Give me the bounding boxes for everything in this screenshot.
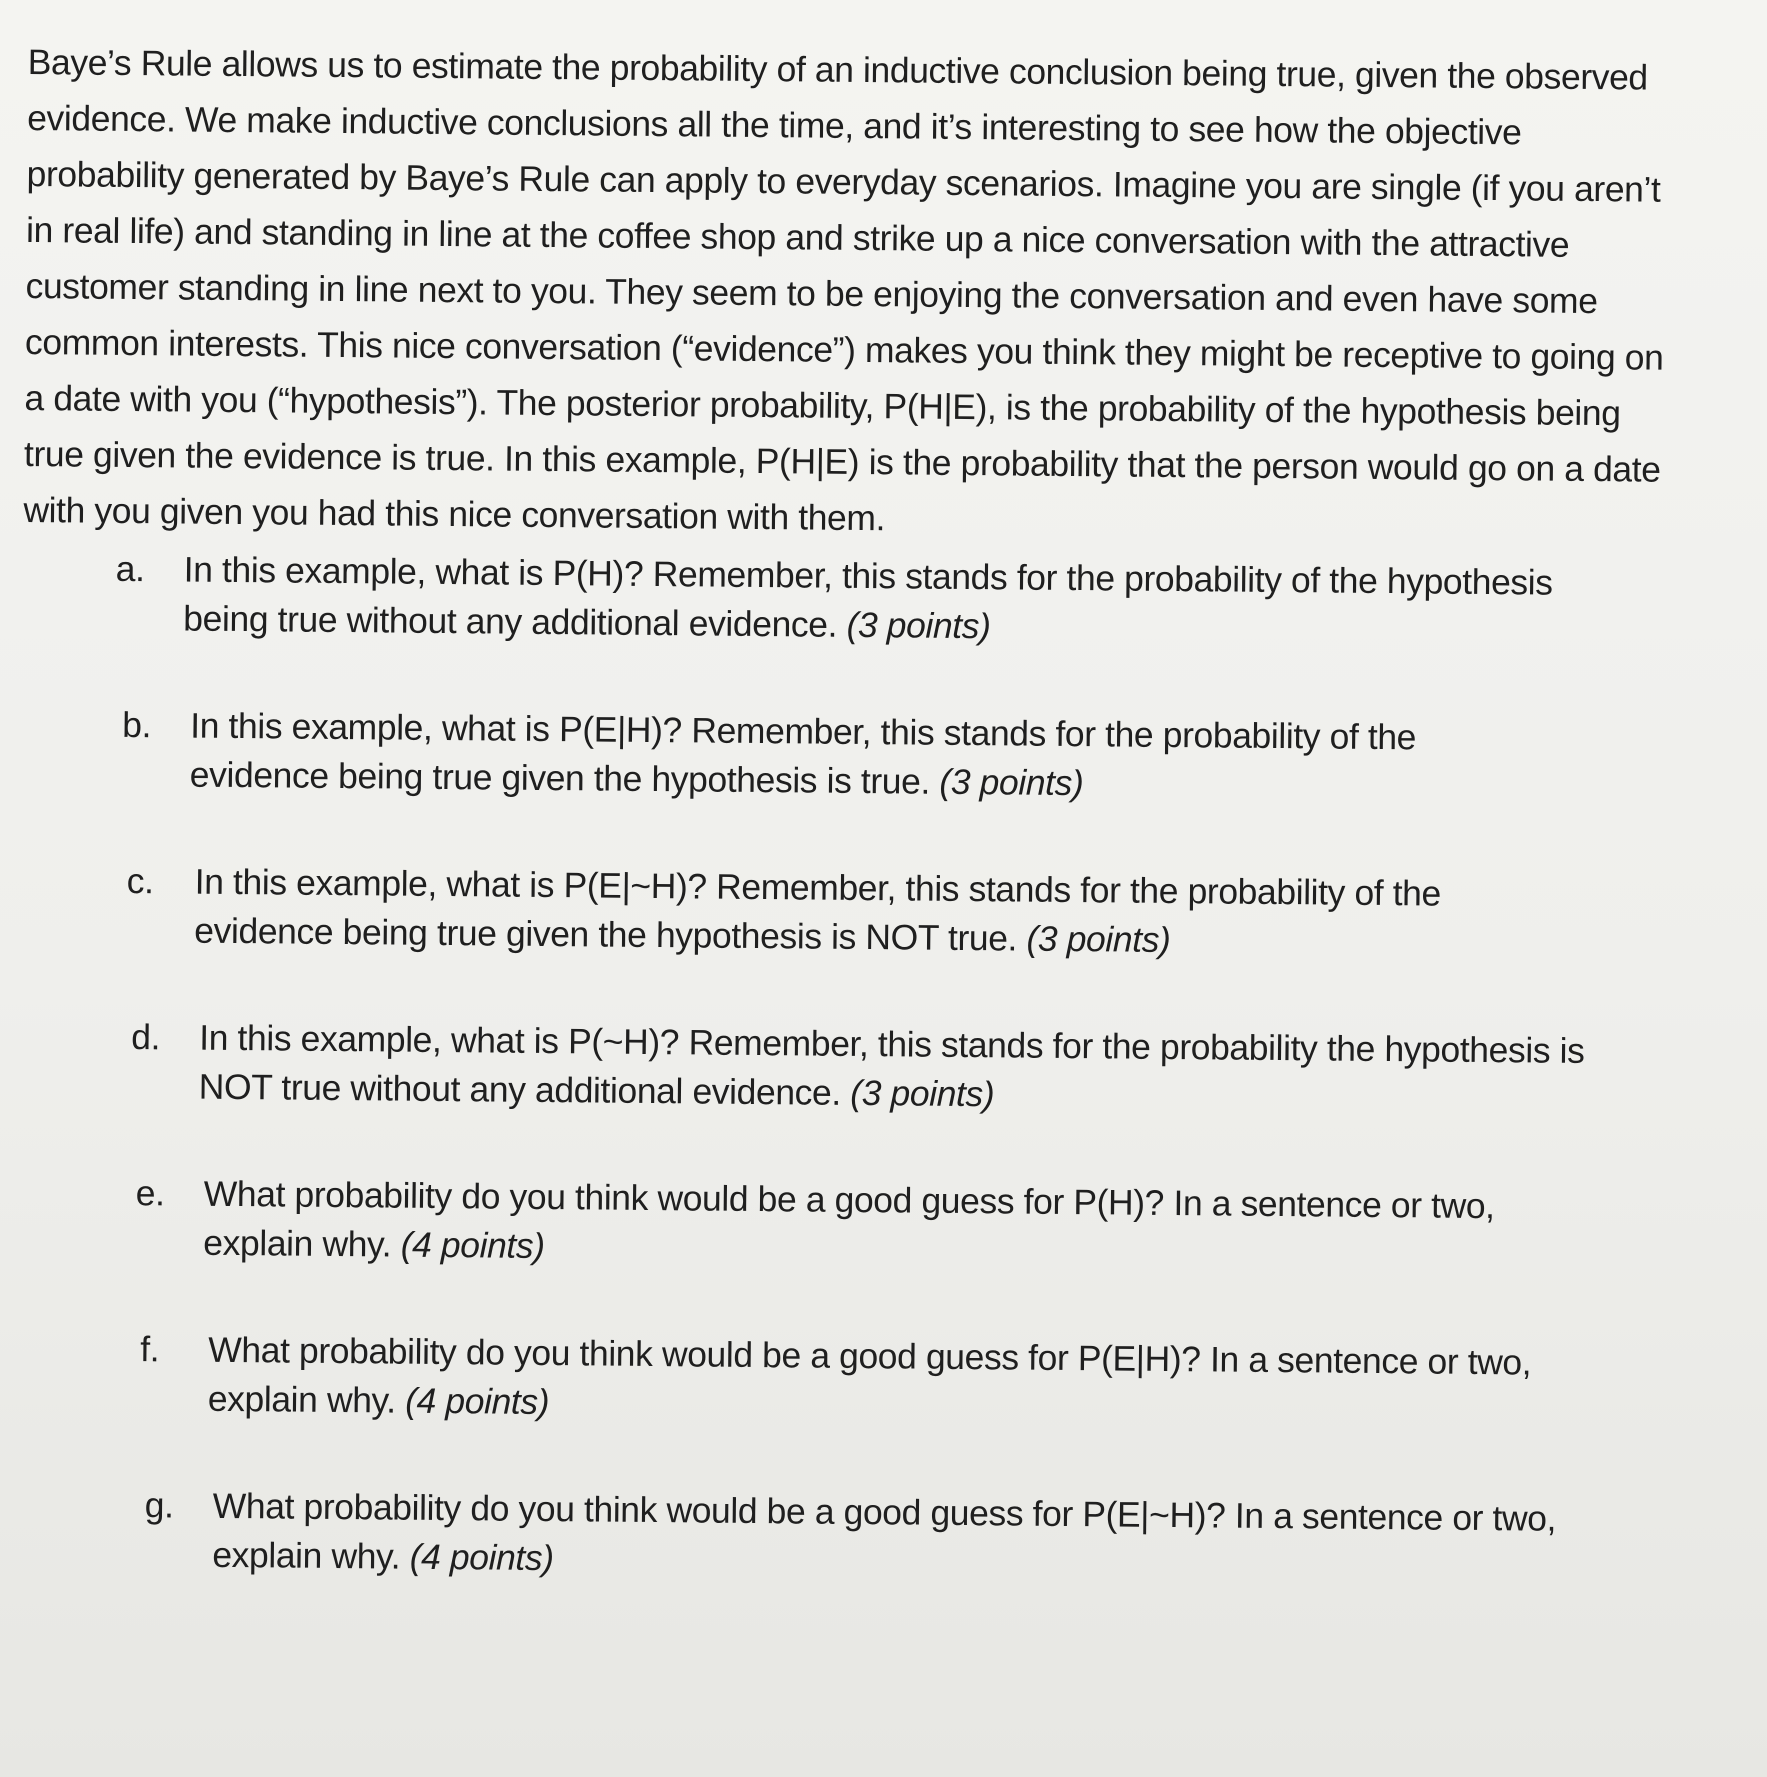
question-c	[126, 857, 1567, 969]
question-points: (3 points)	[846, 604, 991, 647]
question-body	[183, 545, 1556, 656]
question-text: In this example, what is P(~H)? Remember, this stands for the probability the hypothesis is NOT true without any additional evidence.	[198, 1017, 1585, 1113]
question-body	[194, 858, 1567, 969]
question-points: (4 points)	[409, 1536, 554, 1579]
question-a	[115, 545, 1556, 657]
question-points: (3 points)	[1026, 918, 1171, 960]
question-marker: e.	[135, 1173, 165, 1214]
question-points: (4 points)	[400, 1224, 545, 1266]
question-b	[122, 701, 1563, 813]
question-body	[208, 1326, 1621, 1438]
question-d	[131, 1013, 1622, 1125]
question-f	[140, 1325, 1621, 1437]
question-marker: b.	[122, 704, 152, 746]
question-g	[144, 1481, 1635, 1593]
question-points: (3 points)	[850, 1072, 995, 1115]
intro-paragraph: Baye’s Rule allows us to estimate the probability of an inductive conclusion being true, given the observed evidence. We make inductive conclusions all the time, and it’s interesting to see how the objective probability generated by Baye’s Rule can apply to everyday scenarios. Imagine you are single (if you aren’t in real life) and standing in line at the coffee shop and strike up a nice conversation with the attractive customer standing in line next to you. They seem to be enjoying the conversation and even have some common interests. This nice conversation (“evidence”) makes you think they might be receptive to going on a date with you (“hypothesis”). The posterior probability, P(H|E), is the probability of the hypothesis being true given the evidence is true. In this example, P(H|E) is the probability that the person would go on a date with you given you had this nice conversation with them.	[23, 41, 1664, 539]
question-points: (3 points)	[939, 761, 1084, 804]
question-body	[212, 1482, 1635, 1594]
question-text: In this example, what is P(H)? Remember, this stands for the probability of the hypothesis being true without any additional evidence.	[183, 549, 1553, 645]
question-body	[199, 1014, 1622, 1126]
question-text: What probability do you think would be a good guess for P(E|~H)? In a sentence or two, explain why.	[212, 1485, 1557, 1577]
question-list	[18, 544, 1727, 1594]
question-e	[135, 1169, 1606, 1281]
question-points: (4 points)	[404, 1380, 550, 1423]
question-text: What probability do you think would be a good guess for P(E|H)? In a sentence or two, explain why.	[207, 1329, 1532, 1421]
question-marker: f.	[140, 1329, 160, 1370]
question-body	[203, 1170, 1606, 1281]
question-text: In this example, what is P(E|H)? Remember, this stands for the probability of the evidence being true given the hypothesis is true.	[189, 705, 1417, 802]
question-marker: d.	[131, 1017, 161, 1058]
question-marker: c.	[126, 860, 154, 902]
question-marker: g.	[144, 1485, 174, 1526]
question-body	[190, 702, 1563, 813]
question-marker: a.	[115, 548, 145, 590]
question-text: What probability do you think would be a good guess for P(H)? In a sentence or two, explain why.	[203, 1173, 1495, 1265]
question-text: In this example, what is P(E|~H)? Remember, this stands for the probability of the evidence being true given the hypothesis is NOT true.	[194, 861, 1442, 959]
